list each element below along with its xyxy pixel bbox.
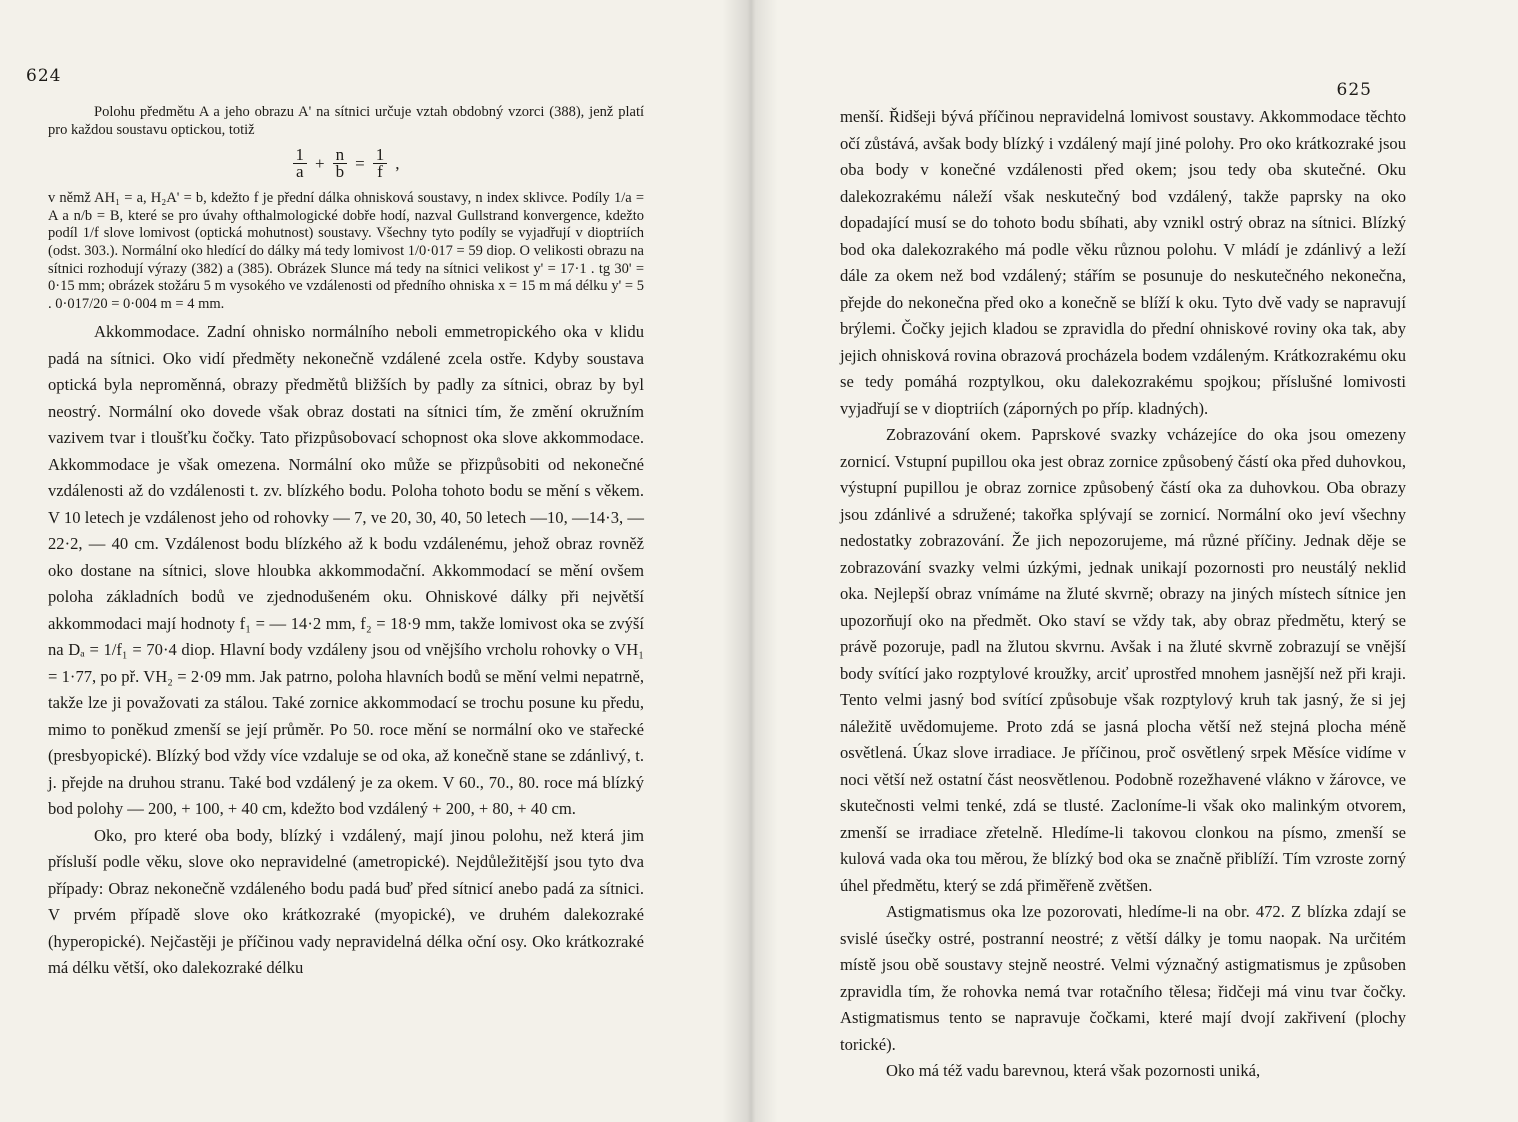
formula-term-1: $\frac{1}{a}$	[293, 147, 308, 180]
akkommodace-paragraph: Akkommodace. Zadní ohnisko normálního neboli emmetropického oka v klidu padá na sítnici. Oko vidí předměty nekonečně vzdálené zcela ostře. Kdyby soustava optická byla neproměnná, obrazy předmětů bližších by padly za sítnici, obraz by byl neostrý. Normální oko dovede však obraz dostati na sítnici tím, že změní okružním vazivem tvar i tloušťku čočky. Tato přizpůsobovací schopnost oka slove akkommodace. Akkommodace je však omezena. Normální oko může se přizpůsobiti od nekonečné vzdálenosti až do vzdálenosti t. zv. blízkého bodu. Poloha tohoto bodu se mění s věkem. V 10 letech je vzdálenost jeho od rohovky — 7, ve 20, 30, 40, 50 letech —10, —14·3, —22·2, — 40 cm. Vzdálenost bodu blízkého až k bodu vzdálenému, jehož obraz rovněž oko dostane na sítnici, slove hloubka akkommodační. Akkommodací se mění ovšem poloha základních bodů ve zjednodušeném oku. Ohniskové dálky při největší akkommodaci mají hodnoty f₁ = — 14·2 mm, f₂ = 18·9 mm, takže lomivost oka se zvýší na Dₐ = 1/f₁ = 70·4 diop. Hlavní body vzdáleny jsou od vnějšího vrcholu rohovky o VH₁ = 1·77, po př. VH₂ = 2·09 mm. Jak patrno, poloha hlavních bodů se mění velmi nepatrně, takže lze ji považovati za stálou. Také zornice akkommodací se trochu posune ku předu, mimo to poněkud zmenší se její průměr. Po 50. roce mění se normální oko ve stařecké (presbyopické). Blízký bod vždy více vzdaluje se od oka, až konečně stane se zdánlivý, t. j. přejde na druhou stranu. Také bod vzdálený je za okem. V 60., 70., 80. roce má blízký bod polohy — 200, + 100, + 40 cm, kdežto bod vzdálený + 200, + 80, + 40 cm.	[48, 322, 644, 819]
ametropia-paragraph: Oko, pro které oba body, blízký i vzdálený, mají jinou polohu, než která jim přísluší podle věku, slove oko nepravidelné (ametropické). Nejdůležitější jsou tyto dva případy: Obraz nekonečně vzdáleného bodu padá buď před sítnicí anebo padá za sítnici. V prvém případě slove oko krátkozraké (myopické), ve druhém dalekozraké (hyperopické). Nejčastěji je příčinou vady nepravidelná délka oční osy. Oko krátkozraké má délku větší, oko dalekozraké délku	[48, 825, 644, 978]
left-text-column	[48, 104, 644, 982]
formula-term-2: $\frac{n}{b}$	[333, 147, 348, 180]
formula-plus: +	[315, 153, 325, 173]
zobrazovani-paragraph: Zobrazování okem. Paprskové svazky vcházejíce do oka jsou omezeny zornicí. Vstupní pupillou oka jest obraz zornice způsobený částí oka před duhovkou, výstupní pupillou je obraz zornice způsobený částí oka za duhovkou. Oba obrazy jsou zdánlivé a sdružené; takořka splývají se zornicí. Normální oko jeví všechny nedostatky zobrazování. Že jich nepozorujeme, má různé příčiny. Jednak děje se zobrazování svazky velmi úzkými, jednak unikají pozornosti pro neustálý neklid oka. Nejlepší obraz vnímáme na žluté skvrně; obrazy na jiných místech sítnice jen upozorňují oko na předmět. Oko staví se vždy tak, aby obraz předmětu, který se právě pozoruje, padl na žlutou skvrnu. Avšak i na žluté skvrně zobrazují se vnější body svítící jako rozptylové kroužky, arciť uprostřed mnohem jasnější než při kraji. Tento velmi jasný bod svítící způsobuje však rozptylový kruh tak jasný, že si jej náležitě uvědomujeme. Proto zdá se jasná plocha větší než stejná plocha méně osvětlená. Úkaz slove irradiace. Je příčinou, proč osvětlený srpek Měsíce vidíme v noci větší než ostatní část neosvětlenou. Podobně rozežhavené vlákno v žárovce, ve skutečnosti velmi tenké, zdá se tlusté. Zacloníme-li však oko malinkým otvorem, zmenší se irradiace zřetelně. Hledíme-li takovou clonkou na písmo, zmenší se kulová vada oka tou měrou, že blízký bod oka se značně přiblíží. Tím vzroste zorný úhel předmětu, který se zdá přiměřeně zvětšen.	[840, 425, 1406, 895]
astigmatismus-paragraph: Astigmatismus oka lze pozorovati, hledíme-li na obr. 472. Z blízka zdají se svislé úsečky ostré, postranní neostré; z větší dálky je tomu naopak. Na určitém místě jsou obě soustavy stejně neostré. Velmi význačný astigmatismus je způsoben zpravidla tím, že rohovka nemá tvar rotačního tělesa; řidčeji má vinu tvar čočky. Astigmatismus tento se napravuje čočkami, které mají dvojí zakřivení (plochy torické).	[840, 902, 1406, 1054]
intro-paragraph: Polohu předmětu A a jeho obrazu A' na sítnici určuje vztah obdobný vzorci (388), jenž platí pro každou soustavu optickou, totiž	[48, 104, 644, 138]
lens-formula	[48, 147, 644, 180]
formula-explanation-paragraph: v němž AH₁ = a, H₂A' = b, kdežto f je přední dálka ohnisková soustavy, n index sklivce. Podíly 1/a = A a n/b = B, které se pro úvahy ofthalmologické dobře hodí, nazval Gullstrand konvergence, kdežto podíl 1/f slove lomivost (optická mohutnost) soustavy. Všechny tyto podíly se vyjadřují v dioptriích (odst. 303.). Normální oko hledící do dálky má tedy lomivost 1/0·017 = 59 diop. O velikosti obrazu na sítnici rozhodují výrazy (382) a (385). Obrázek Slunce má tedy na sítnici velikost y' = 17·1 . tg 30' = 0·15 mm; obrázek stožáru 5 m vysokého ve vzdálenosti od předního ohniska x = 15 m má délku y' = 5 . 0·017/20 = 0·004 m = 4 mm.	[48, 190, 644, 312]
page-number-left: 624	[26, 66, 62, 86]
right-text-column	[840, 104, 1406, 1085]
formula-equals: =	[355, 153, 365, 173]
page-number-right: 625	[1336, 80, 1372, 100]
left-page	[0, 0, 750, 1122]
formula-comma: ,	[395, 153, 400, 173]
right-page	[750, 0, 1518, 1122]
continuation-paragraph: menší. Řidšeji bývá příčinou nepravidelná lomivost soustavy. Akkommodace těchto očí zůstává, avšak body blízký i vzdálený mají jiné polohy. Pro oko krátkozraké jsou oba body v konečné vzdálenosti před okem; jsou tedy oba skutečné. Oku dalekozrakému náleží však neskutečný bod vzdálený, takže paprsky na oko dopadající musí se do tohoto bodu sbíhati, aby vznikl ostrý obraz na sítnici. Blízký bod oka dalekozrakého má podle věku různou polohu. V mládí je zdánlivý a leží dále za okem než bod vzdálený; stářím se posunuje do neskutečného nekonečna, přejde do nekonečna před oko a konečně se blíží k oku. Tyto dvě vady se napravují brýlemi. Čočky jejich kladou se zpravidla do přední ohniskové roviny oka tak, aby jejich ohnisková rovina obrazová procházela bodem vzdáleným. Krátkozrakému oku se tedy pomáhá rozptylkou, oku dalekozrakému spojkou; příslušné lomivosti vyjadřují se v dioptriích (záporných po příp. kladných).	[840, 107, 1406, 418]
color-defect-paragraph: Oko má též vadu barevnou, která však pozornosti uniká,	[886, 1061, 1261, 1080]
book-gutter-shadow	[722, 0, 778, 1122]
formula-term-3: $\frac{1}{f}$	[373, 147, 388, 180]
